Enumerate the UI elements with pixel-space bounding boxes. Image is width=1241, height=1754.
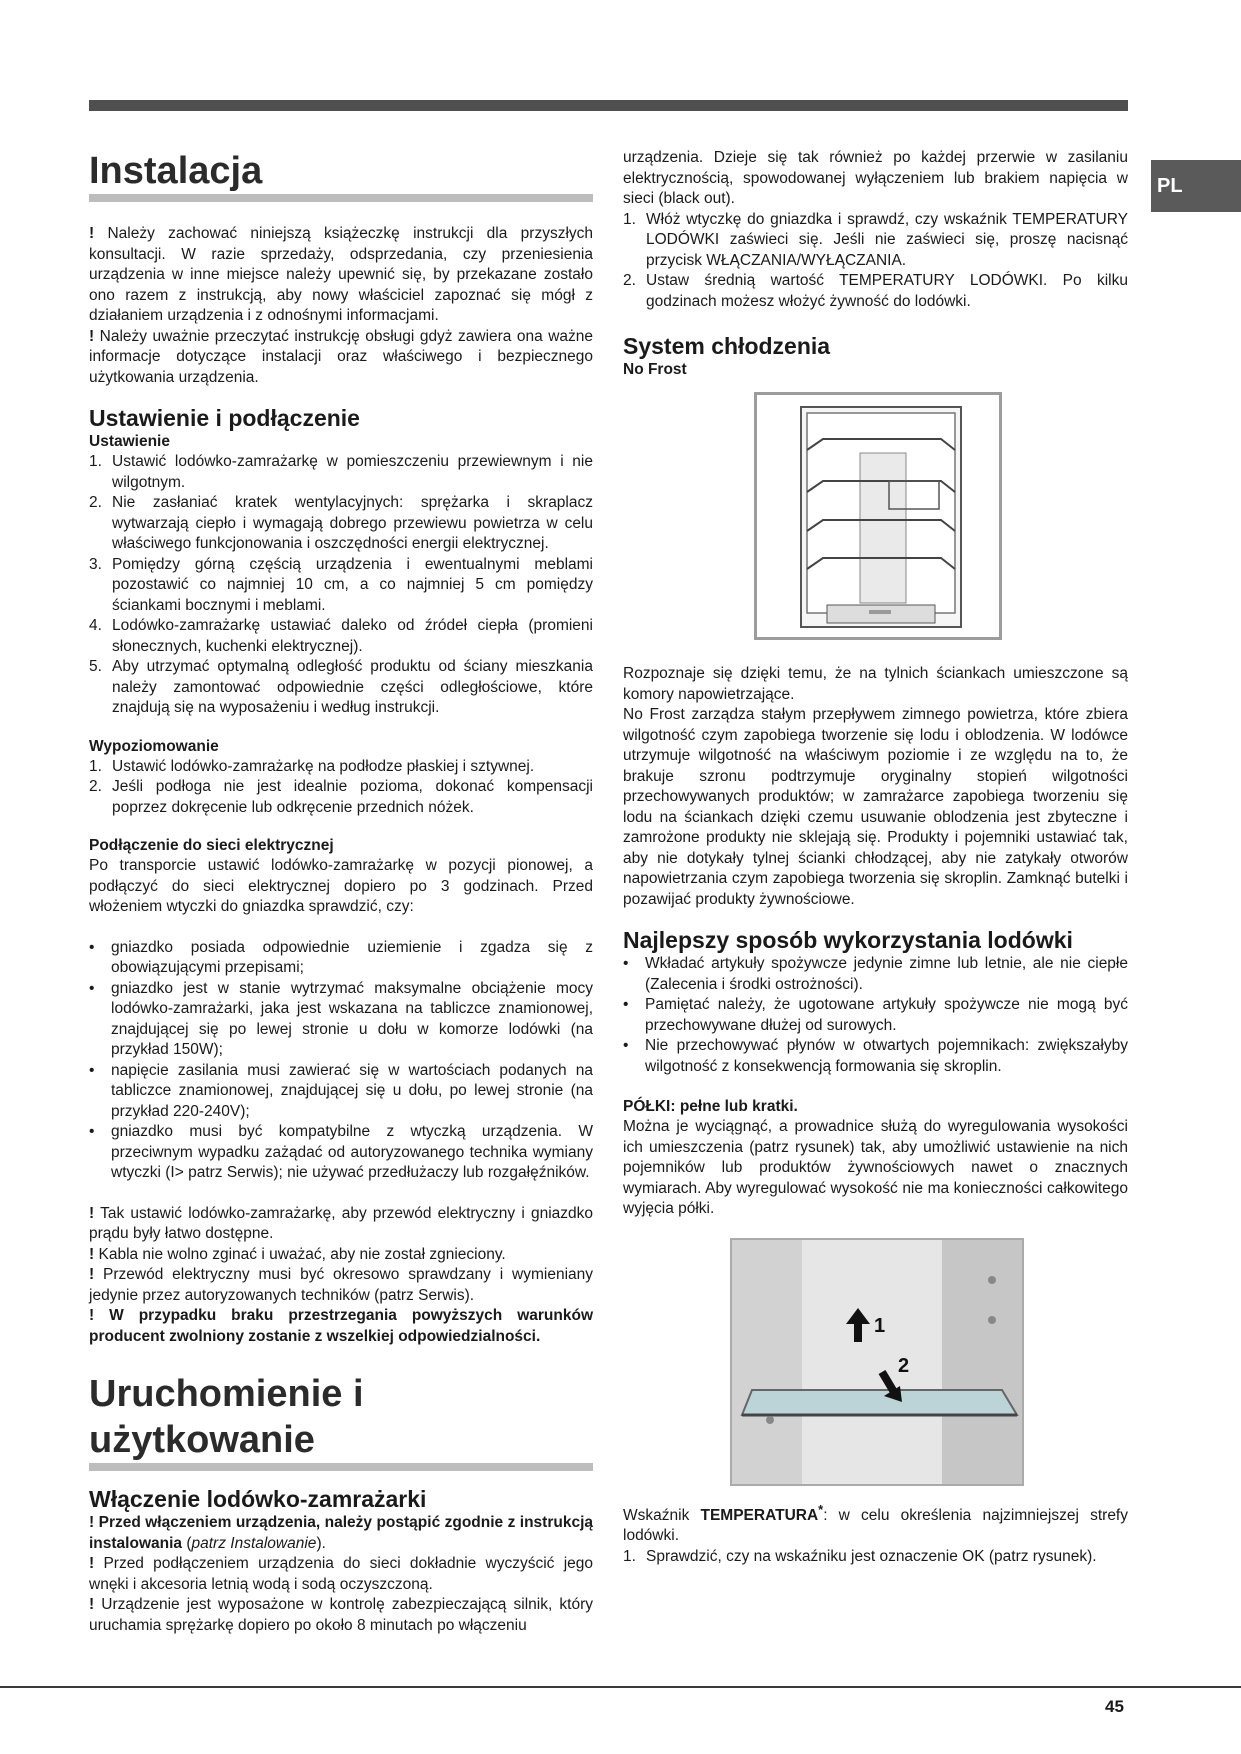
list-item-text: Jeśli podłoga nie jest idealnie pozioma, dokonać kompensacji poprzez dokręcenie lub odkręcenie przednich nóżek. bbox=[112, 778, 593, 816]
list-item-text: Nie przechowywać płynów w otwartych pojemnikach: zwiększałyby wilgotność z konsekwencją formowania się skroplin. bbox=[645, 1037, 1128, 1075]
bullet-mark: • bbox=[89, 1123, 95, 1140]
subsection-title-switch-on: Włączenie lodówko-zamrażarki bbox=[89, 1486, 427, 1512]
list-item-text: Pamiętać należy, że ugotowane artykuły spożywcze nie mogą być przechowywane dłużej od surowych. bbox=[645, 996, 1128, 1034]
subsection-title-cooling-system: System chłodzenia bbox=[623, 333, 831, 359]
shelf-step-1-label: 1 bbox=[874, 1314, 886, 1337]
shelf-adjust-figure bbox=[730, 1238, 1024, 1486]
list-item bbox=[89, 452, 593, 493]
warning-1: ! Tak ustawić lodówko-zamrażarkę, aby przewód elektryczny i gniazdko prądu były łatwo dostępne. bbox=[89, 1204, 594, 1242]
startup-steps-list bbox=[623, 210, 1128, 313]
list-item bbox=[89, 493, 593, 555]
warning-4: ! W przypadku braku przestrzegania powyższych warunków producent zwolniony zostanie z wszelkiej odpowiedzialności. bbox=[89, 1307, 593, 1345]
list-item bbox=[89, 555, 593, 617]
bullet-mark: • bbox=[89, 938, 95, 956]
list-number: 1. bbox=[623, 210, 636, 228]
list-item-text: Ustaw średnią wartość TEMPERATURY LODÓWKI. Po kilku godzinach możesz włożyć żywność do lodówki. bbox=[646, 272, 1128, 310]
list-item bbox=[89, 979, 593, 1061]
bottom-rule bbox=[0, 1686, 1241, 1688]
electrical-checklist bbox=[89, 938, 593, 1184]
list-item-text: Wkładać artykuły spożywcze jedynie zimne lub letnie, ale nie ciepłe (Zalecenia i środki ostrożności). bbox=[645, 955, 1128, 993]
leveling-list bbox=[89, 757, 593, 819]
shelves-paragraph: Można je wyciągnąć, a prowadnice służą do wyregulowania wysokości ich umieszczenia (patrz rysunek) tak, aby umożliwić ustawienie na nich pojemników lub produktów żywnościowych nawet o znacznych wymiarach. Aby wyregulować wysokość nie ma konieczności całkowitego wyjęcia półki. bbox=[623, 1118, 1128, 1217]
best-use-list bbox=[623, 954, 1128, 1077]
fridge-shelves-illustration bbox=[757, 395, 999, 637]
list-number: 3. bbox=[89, 555, 102, 573]
bullet-mark: • bbox=[89, 1061, 95, 1079]
right-column bbox=[623, 148, 1128, 1567]
list-item bbox=[623, 954, 1128, 995]
list-number: 2. bbox=[623, 272, 636, 289]
section-title-startup: Uruchomienie i użytkowanie bbox=[89, 1371, 593, 1471]
heading-electrical: Podłączenie do sieci elektrycznej bbox=[89, 837, 334, 854]
list-item bbox=[89, 616, 593, 657]
startup-paragraph-2: ! Przed podłączeniem urządzenia do sieci dokładnie wyczyścić jego wnęki i akcesoria letnią wodą i sodą oczyszczoną. bbox=[89, 1555, 593, 1593]
heading-no-frost: No Frost bbox=[623, 361, 687, 378]
electrical-intro: Po transporcie ustawić lodówko-zamrażarkę w pozycji pionowej, a podłączyć do sieci elektrycznej dopiero po 3 godzinach. Przed włożeniem wtyczki do gniazdka sprawdzić, czy: bbox=[89, 857, 593, 915]
page-number: 45 bbox=[1105, 1697, 1124, 1716]
list-item bbox=[89, 657, 593, 719]
list-item-text: Włóż wtyczkę do gniazdka i sprawdź, czy wskaźnik TEMPERATURY LODÓWKI zaświeci się. Jeśli nie zaświeci się, proszę nacisnąć przycisk WŁĄCZANIA/WYŁĄCZANIA. bbox=[646, 210, 1128, 269]
heading-ustawienie: Ustawienie bbox=[89, 433, 170, 450]
list-item-text: napięcie zasilania musi zawierać się w wartościach podanych na tabliczce znamionowej, znajdującej się u dołu, po lewej stronie (na przykład 220-240V); bbox=[111, 1061, 593, 1120]
continued-paragraph: urządzenia. Dzieje się tak również po każdej przerwie w zasilaniu elektrycznością, spowodowanej wyłączeniem lub brakiem napięcia w sieci (black out). bbox=[623, 149, 1128, 207]
left-column bbox=[89, 148, 593, 1636]
list-item bbox=[89, 757, 593, 778]
shelf-step-2-label: 2 bbox=[898, 1354, 910, 1377]
list-item-text: Sprawdzić, czy na wskaźniku jest oznaczenie OK (patrz rysunek). bbox=[646, 1547, 1097, 1565]
language-tab: PL bbox=[1151, 160, 1241, 212]
list-item bbox=[623, 271, 1128, 312]
list-item-text: Pomiędzy górną częścią urządzenia i ewentualnymi meblami pozostawić co najmniej 10 cm, a co najmniej 5 cm pomiędzy ściankami bocznymi i meblami. bbox=[112, 555, 593, 614]
heading-shelves: PÓŁKI: pełne lub kratki. bbox=[623, 1098, 798, 1115]
no-frost-paragraph-2: No Frost zarządza stałym przepływem zimnego powietrza, które zbiera wilgotność czym zapobiega tworzenie się lodu i oblodzenia. W lodówce utrzymuje wilgotność na właściwym poziomie i ze względu na to, że brakuje szronu podtrzymuje oryginalny stopień wilgotności przechowywanych produktów; w zamrażarce zapobiega tworzeniu się lodu na ściankach dzięki czemu usuwanie oblodzenia jest zbyteczne i zamrożone produkty nie sklejają się. Produkty i pojemniki ustawiać tak, aby nie dotykały tylnej ścianki chłodzącej, aby nie zatykały otworów napowietrzania czym zapobiega tworzenia się skroplin. Zamknąć butelki i pozawijać produkty żywnościowe. bbox=[623, 706, 1128, 908]
bullet-mark: • bbox=[623, 955, 629, 972]
no-frost-paragraph-1: Rozpoznaje się dzięki temu, że na tylnich ściankach umieszczone są komory napowietrzające. bbox=[623, 665, 1128, 703]
list-item-text: Ustawić lodówko-zamrażarkę w pomieszczeniu przewiewnym i nie wilgotnym. bbox=[112, 453, 593, 491]
intro-paragraph-1: ! Należy zachować niniejszą książeczkę instrukcji dla przyszłych konsultacji. W razie sprzedaży, odsprzedania, czy przeniesienia urządzenia w inne miejsce należy upewnić się, by przekazane zostało ono razem z instrukcją, aby nowy właściciel zapoznać się mógł z działaniem urządzenia i z odnośnymi informacjami. bbox=[89, 225, 594, 324]
fridge-interior-figure bbox=[754, 392, 1002, 640]
heading-leveling: Wypoziomowanie bbox=[89, 737, 219, 755]
list-item-text: Nie zasłaniać kratek wentylacyjnych: sprężarka i skraplacz wytwarzają ciepło i wymagają dobrego przewiewu powietrza w celu właściwego funkcjonowania i oszczędności energii elektrycznej. bbox=[112, 494, 593, 552]
list-item-text: Ustawić lodówko-zamrażarkę na podłodze płaskiej i sztywnej. bbox=[112, 757, 535, 775]
list-item bbox=[89, 1122, 593, 1184]
list-number: 2. bbox=[89, 778, 102, 795]
top-rule bbox=[89, 100, 1128, 111]
list-item-text: gniazdko posiada odpowiednie uziemienie i zgadza się z obowiązującymi przepisami; bbox=[111, 938, 593, 976]
section-title-installation: Instalacja bbox=[89, 148, 593, 202]
list-number: 4. bbox=[89, 617, 102, 634]
list-item bbox=[623, 995, 1128, 1036]
bullet-mark: • bbox=[623, 996, 629, 1013]
list-item-text: gniazdko jest w stanie wytrzymać maksymalne obciążenie mocy lodówko-zamrażarki, jaka jest wskazana na tabliczce znamionowej, znajdującej się po lewej stronie u dołu w komorze lodówki (na przykład 150W); bbox=[111, 979, 593, 1058]
intro-paragraph-2: ! Należy uważnie przeczytać instrukcję obsługi gdyż zawiera ona ważne informacje dotyczące instalacji oraz właściwego i bezpiecznego użytkowania urządzenia. bbox=[89, 327, 593, 386]
startup-paragraph-3: ! Urządzenie jest wyposażone w kontrolę zabezpieczającą silnik, który uruchamia sprężarkę dopiero po około 8 minutach po włączeniu bbox=[89, 1596, 593, 1634]
list-number: 1. bbox=[89, 757, 102, 775]
list-number: 5. bbox=[89, 658, 102, 675]
temperature-indicator-paragraph: Wskaźnik TEMPERATURA*: w celu określenia najzimniejszej strefy lodówki. bbox=[623, 1501, 1128, 1545]
list-item bbox=[89, 938, 593, 979]
shelf-adjust-illustration bbox=[732, 1240, 1022, 1484]
warning-3: ! Przewód elektryczny musi być okresowo sprawdzany i wymieniany jedynie przez autoryzowanych techników (patrz Serwis). bbox=[89, 1266, 593, 1304]
placement-list bbox=[89, 452, 593, 719]
list-number: 1. bbox=[623, 1547, 636, 1565]
list-item-text: Lodówko-zamrażarkę ustawiać daleko od źródeł ciepła (promieni słonecznych, kuchenki elektrycznej). bbox=[112, 617, 593, 655]
list-item bbox=[89, 777, 593, 818]
list-item bbox=[623, 1036, 1128, 1077]
list-item-text: gniazdko musi być kompatybilne z wtyczką urządzenia. W przeciwnym wypadku zażądać od autoryzowanego technika wymiany wtyczki (I> patrz Serwis); nie używać przedłużaczy lub rozgałęźników. bbox=[111, 1123, 593, 1181]
bullet-mark: • bbox=[89, 979, 95, 997]
subsection-title-placement: Ustawienie i podłączenie bbox=[89, 405, 360, 431]
startup-paragraph-1: ! Przed włączeniem urządzenia, należy postąpić zgodnie z instrukcją instalowania (patrz Instalowanie). bbox=[89, 1514, 593, 1552]
list-item-text: Aby utrzymać optymalną odległość produktu od ściany mieszkania należy zamontować odpowiednie części odległościowe, które znajdują się na wyposażeniu i według instrukcji. bbox=[112, 658, 593, 716]
list-item bbox=[623, 1547, 1128, 1568]
list-number: 2. bbox=[89, 494, 102, 511]
list-number: 1. bbox=[89, 453, 102, 470]
warning-2: ! Kabla nie wolno zginać i uważać, aby nie został zgnieciony. bbox=[89, 1245, 506, 1263]
list-item bbox=[89, 1061, 593, 1123]
temperature-steps-list bbox=[623, 1547, 1128, 1568]
list-item bbox=[623, 210, 1128, 272]
bullet-mark: • bbox=[623, 1037, 629, 1054]
subsection-title-best-use: Najlepszy sposób wykorzystania lodówki bbox=[623, 927, 1073, 953]
